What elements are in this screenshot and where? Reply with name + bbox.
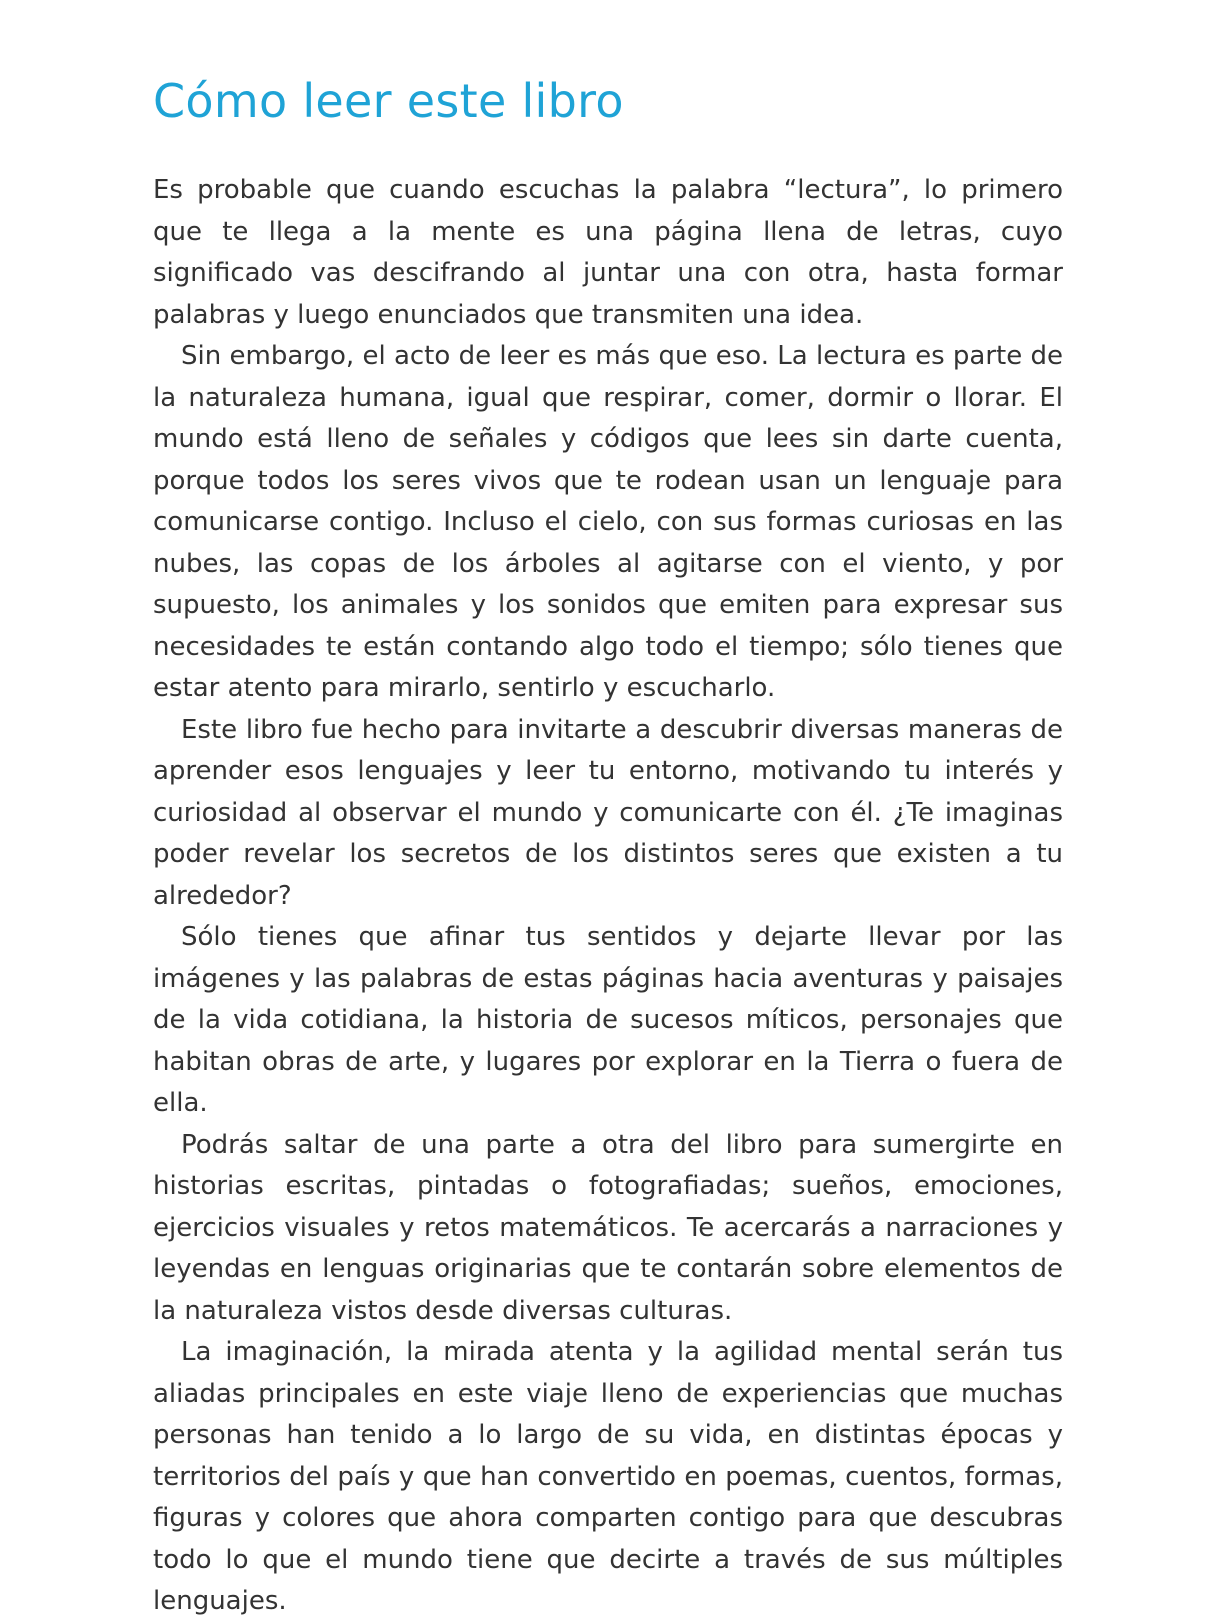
page-content [153, 70, 1063, 1623]
paragraph-1: Es probable que cuando escuchas la palabra “lectura”, lo primero que te llega a la mente es una página llena de letras, cuyo significado vas descifrando al juntar una con otra, hasta formar palabras y luego enunciados que transmiten una idea. [153, 175, 1063, 330]
paragraph-2: Sin embargo, el acto de leer es más que eso. La lectura es parte de la naturaleza humana, igual que respirar, comer, dormir o llorar. El mundo está lleno de señales y códigos que lees sin darte cuenta, porque todos los seres vivos que te rodean usan un lenguaje para comunicarse contigo. Incluso el cielo, con sus formas curiosas en las nubes, las copas de los árboles al agitarse con el viento, y por supuesto, los animales y los sonidos que emiten para expresar sus necesidades te están contando algo todo el tiempo; sólo tienes que estar atento para mirarlo, sentirlo y escucharlo. [153, 341, 1063, 703]
paragraph-6: La imaginación, la mirada atenta y la agilidad mental serán tus aliadas principales en este viaje lleno de experiencias que muchas personas han tenido a lo largo de su vida, en distintas épocas y territorios del país y que han convertido en poemas, cuentos, formas, figuras y colores que ahora comparten contigo para que descubras todo lo que el mundo tiene que decirte a través de sus múltiples lenguajes. [153, 1337, 1063, 1616]
body-text [153, 170, 1063, 1623]
paragraph-5: Podrás saltar de una parte a otra del libro para sumergirte en historias escritas, pintadas o fotografiadas; sueños, emociones, ejercicios visuales y retos matemáticos. Te acercarás a narraciones y leyendas en lenguas originarias que te contarán sobre elementos de la naturaleza vistos desde diversas culturas. [153, 1129, 1063, 1326]
page-title: Cómo leer este libro [153, 74, 624, 128]
paragraph-4: Sólo tienes que afinar tus sentidos y dejarte llevar por las imágenes y las palabras de estas páginas hacia aventuras y paisajes de la vida cotidiana, la historia de sucesos míticos, personajes que habitan obras de arte, y lugares por explorar en la Tierra o fuera de ella. [153, 922, 1063, 1118]
paragraph-3: Este libro fue hecho para invitarte a descubrir diversas maneras de aprender esos lenguajes y leer tu entorno, motivando tu interés y curiosidad al observar el mundo y comunicarte con él. ¿Te imaginas poder revelar los secretos de los distintos seres que existen a tu alrededor? [153, 714, 1063, 911]
